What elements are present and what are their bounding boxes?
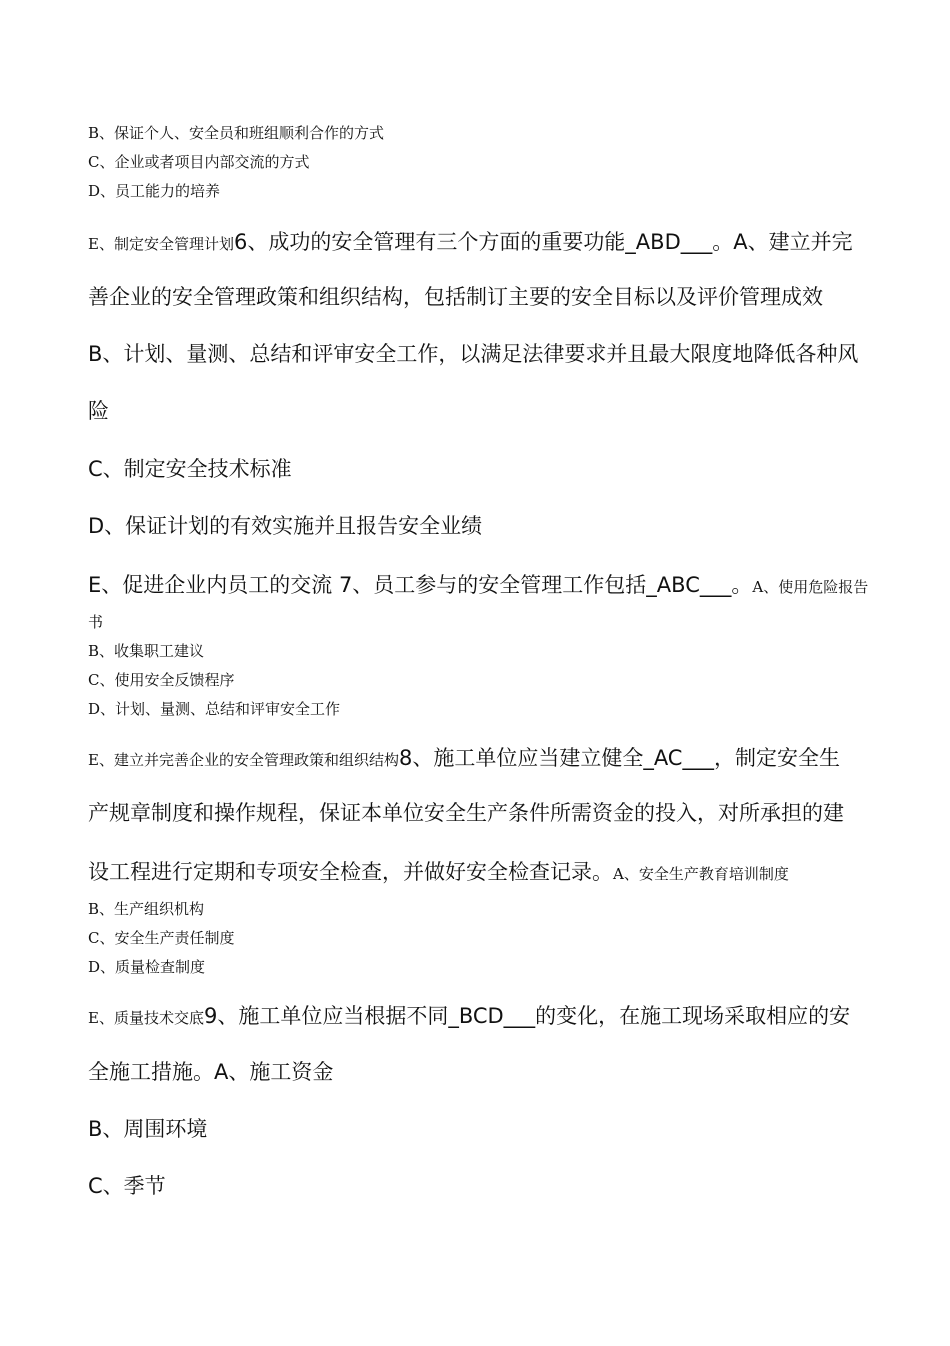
- option-e-q5: E、制定安全管理计划: [88, 235, 234, 253]
- question-7-option-e: E、建立并完善企业的安全管理政策和组织结构: [88, 751, 399, 769]
- option-d-q5: D、员工能力的培养: [88, 182, 221, 200]
- option-b-q5: B、保证个人、安全员和班组顺利合作的方式: [88, 124, 385, 142]
- question-9-option-b: B、周围环境: [88, 1117, 208, 1141]
- question-7-stem: E、促进企业内员工的交流 7、员工参与的安全管理工作包括_ABC___。: [88, 573, 753, 597]
- option-e-q8-and-question-9: [88, 1000, 868, 1030]
- question-7-option-d: D、计划、量测、总结和评审安全工作: [88, 700, 341, 718]
- question-8-option-c: C、安全生产责任制度: [88, 929, 235, 947]
- option-e-q7-and-question-8: [88, 742, 868, 772]
- question-6-option-d: D、保证计划的有效实施并且报告安全业绩: [88, 514, 483, 538]
- question-6-option-a-cont: 善企业的安全管理政策和组织结构，包括制订主要的安全目标以及评价管理成效: [88, 285, 823, 309]
- question-6-stem: 6、成功的安全管理有三个方面的重要功能_ABD___。A、建立并完: [233, 230, 853, 254]
- question-7-option-a-cont: 书: [88, 613, 104, 631]
- question-9-stem-cont: 全施工措施。A、施工资金: [88, 1060, 334, 1084]
- question-7-option-b: B、收集职工建议: [88, 642, 205, 660]
- question-8-stem-cont-1: 产规章制度和操作规程，保证本单位安全生产条件所需资金的投入，对所承担的建: [88, 801, 844, 825]
- question-9-option-c: C、季节: [88, 1174, 166, 1198]
- question-7-option-a: A、使用危险报告: [752, 578, 868, 596]
- option-e-q5-and-question-6: [88, 226, 868, 256]
- question-8-option-b: B、生产组织机构: [88, 900, 205, 918]
- question-8-option-e: E、质量技术交底: [88, 1009, 204, 1027]
- question-6-option-c: C、制定安全技术标准: [88, 457, 292, 481]
- option-c-q5: C、企业或者项目内部交流的方式: [88, 153, 310, 171]
- question-6-option-b-cont: 险: [88, 399, 109, 423]
- question-8-option-a: A、安全生产教育培训制度: [613, 865, 789, 883]
- question-6-option-b: B、计划、量测、总结和评审安全工作，以满足法律要求并且最大限度地降低各种风: [88, 342, 859, 366]
- option-e-q6-and-question-7: [88, 569, 868, 599]
- question-8-stem-end: 设工程进行定期和专项安全检查，并做好安全检查记录。: [88, 860, 613, 884]
- question-9-stem: 9、施工单位应当根据不同_BCD___的变化，在施工现场采取相应的安: [203, 1004, 851, 1028]
- question-7-option-c: C、使用安全反馈程序: [88, 671, 235, 689]
- question-8-stem-cont-2: [88, 856, 868, 886]
- question-8-stem: 8、施工单位应当建立健全_AC___，制定安全生: [398, 746, 840, 770]
- question-8-option-d: D、质量检查制度: [88, 958, 206, 976]
